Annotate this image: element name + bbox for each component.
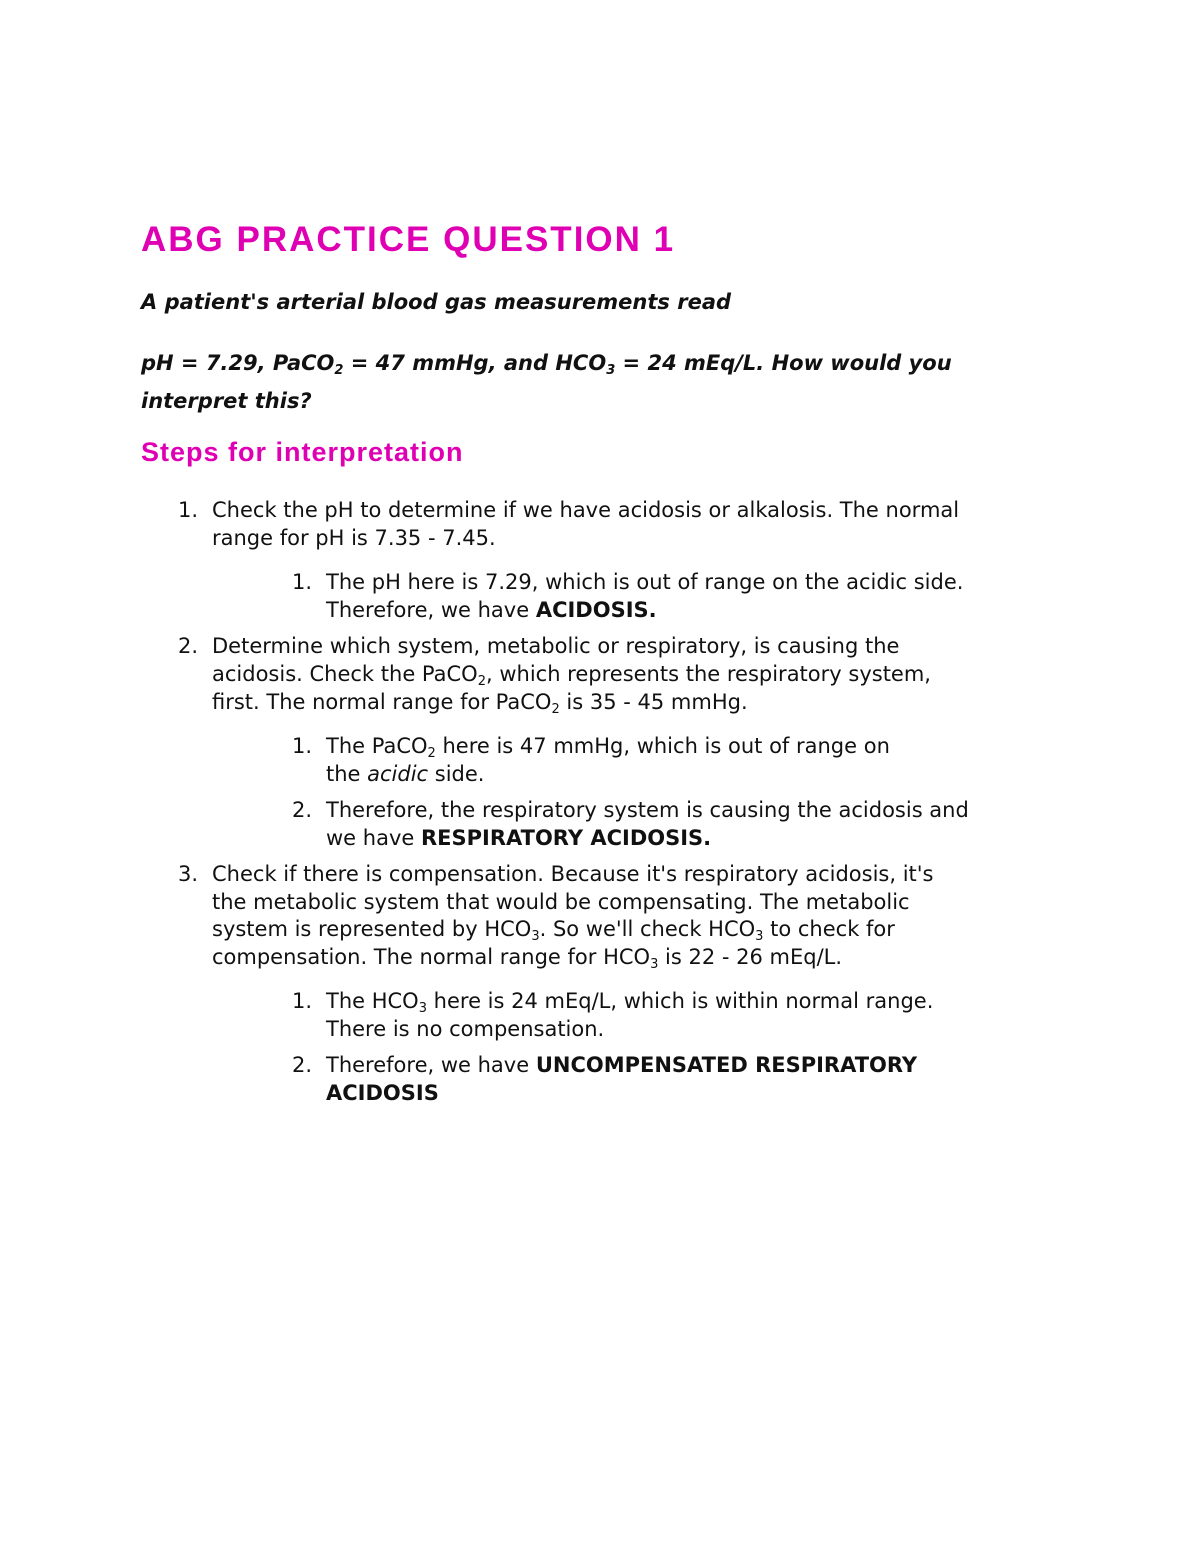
step-2-line: acidosis. Check the PaCO$_2$, which represents the respiratory system,: [212, 662, 931, 689]
step-3-1-line: There is no compensation.: [326, 1017, 605, 1041]
step-3-number: 3.: [177, 862, 198, 886]
question-intro: A patient's arterial blood gas measurements read: [141, 290, 732, 314]
step-2-1-line: The PaCO$_2$ here is 47 mmHg, which is out of range on: [326, 734, 890, 761]
respiratory-acidosis-result: RESPIRATORY ACIDOSIS.: [420, 826, 712, 850]
step-3-line: the metabolic system that would be compensating. The metabolic: [212, 890, 910, 914]
question-prompt: interpret this?: [141, 389, 312, 413]
final-diagnosis-continued: ACIDOSIS: [326, 1081, 439, 1105]
step-2-line: first. The normal range for PaCO$_2$ is 35 - 45 mmHg.: [212, 690, 748, 717]
step-3-line: Check if there is compensation. Because it's respiratory acidosis, it's: [212, 862, 934, 886]
step-2-number: 2.: [177, 634, 198, 658]
step-1-line: range for pH is 7.35 - 7.45.: [212, 526, 496, 550]
page-title: ABG PRACTICE QUESTION 1: [141, 220, 676, 259]
step-2-2-number: 2.: [291, 798, 312, 822]
step-3-line: compensation. The normal range for $HCO_3$ is 22 - 26 mEq/L.: [212, 945, 843, 972]
step-3-1-line: The $HCO_3$ here is 24 mEq/L, which is within normal range.: [326, 989, 934, 1016]
step-3-1-number: 1.: [291, 989, 312, 1013]
section-title: Steps for interpretation: [141, 437, 464, 467]
step-3-2-line: Therefore, we have UNCOMPENSATED RESPIRATORY: [326, 1053, 918, 1077]
step-1-number: 1.: [177, 498, 198, 522]
acidosis-result: ACIDOSIS.: [535, 598, 657, 622]
step-2-1-number: 1.: [291, 734, 312, 758]
step-2-line: Determine which system, metabolic or respiratory, is causing the: [212, 634, 900, 658]
step-2-2-line: we have RESPIRATORY ACIDOSIS.: [326, 826, 712, 850]
question-values: pH = 7.29, PaCO$_2$ = 47 mmHg, and $HCO_3 = 24$ mEq/L. How would you: [141, 351, 952, 378]
step-3-2-number: 2.: [291, 1053, 312, 1077]
step-2-2-line: Therefore, the respiratory system is causing the acidosis and: [326, 798, 969, 822]
step-1-line: Check the pH to determine if we have acidosis or alkalosis. The normal: [212, 498, 960, 522]
step-1-1-line: Therefore, we have ACIDOSIS.: [326, 598, 657, 622]
step-2-1-line: the acidic side.: [326, 762, 485, 786]
step-1-1-line: The pH here is 7.29, which is out of range on the acidic side.: [326, 570, 964, 594]
step-1-1-number: 1.: [291, 570, 312, 594]
final-diagnosis: UNCOMPENSATED RESPIRATORY: [535, 1053, 918, 1077]
step-3-line: system is represented by $HCO_3$. So we'll check $HCO_3$ to check for: [212, 917, 895, 944]
